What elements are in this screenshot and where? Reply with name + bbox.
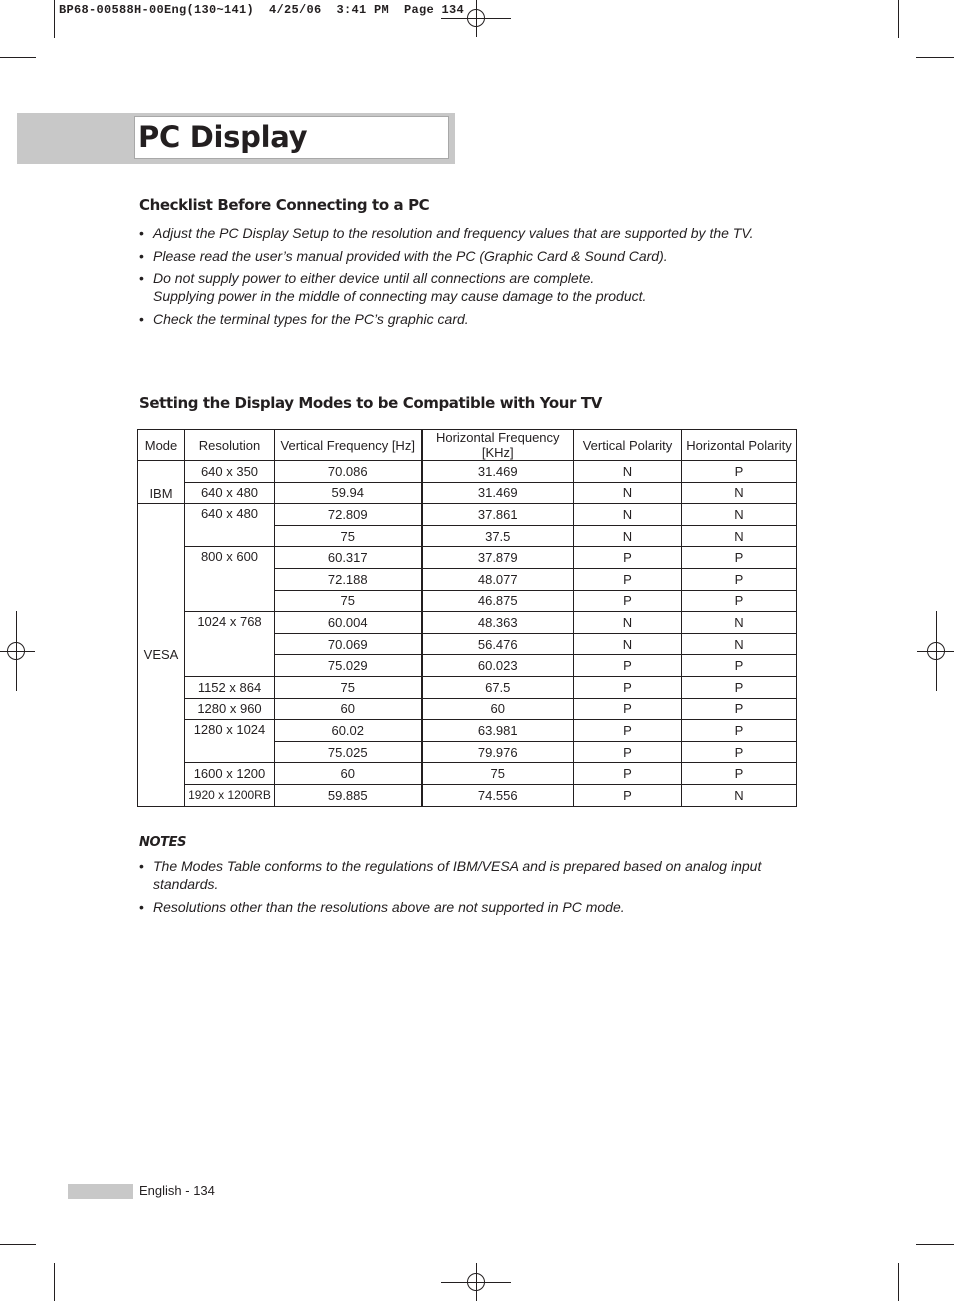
notes-list: [139, 857, 799, 921]
table-header-row: [138, 430, 797, 461]
mode-cell: VESA: [138, 504, 185, 806]
hpol-cell: P: [682, 763, 797, 785]
checklist-item: [139, 310, 754, 328]
checklist-item-text: Supplying power in the middle of connecting may cause damage to the product.: [153, 288, 647, 304]
column-header: Mode: [138, 430, 185, 461]
vpol-cell: N: [574, 504, 682, 526]
table-row: [138, 763, 797, 785]
checklist-item: [139, 224, 754, 242]
vfreq-cell: 59.94: [275, 482, 422, 504]
hpol-cell: N: [682, 504, 797, 526]
vpol-cell: N: [574, 461, 682, 483]
vfreq-cell: 70.086: [275, 461, 422, 483]
notes-title: NOTES: [139, 835, 187, 850]
table-row: [138, 461, 797, 483]
hfreq-cell: 74.556: [422, 784, 574, 806]
footer-bar: [68, 1184, 133, 1199]
title-banner: [17, 113, 455, 164]
hfreq-cell: 31.469: [422, 461, 574, 483]
vfreq-cell: 60: [275, 698, 422, 720]
hpol-cell: P: [682, 676, 797, 698]
crop-mark: [898, 1263, 899, 1301]
vpol-cell: P: [574, 741, 682, 763]
column-header: Horizontal Polarity: [682, 430, 797, 461]
crop-mark: [916, 57, 954, 58]
title-box: [134, 116, 449, 159]
hfreq-cell: 63.981: [422, 720, 574, 742]
modes-heading: Setting the Display Modes to be Compatible with Your TV: [139, 394, 602, 412]
resolution-cell: 1280 x 960: [185, 698, 275, 720]
column-header: Vertical Polarity: [574, 430, 682, 461]
resolution-cell: 1280 x 1024: [185, 720, 275, 763]
resolution-cell: 1920 x 1200RB: [185, 784, 275, 806]
hfreq-cell: 48.363: [422, 612, 574, 634]
resolution-cell: 640 x 480: [185, 482, 275, 504]
vfreq-cell: 60.004: [275, 612, 422, 634]
vpol-cell: P: [574, 763, 682, 785]
vfreq-cell: 72.188: [275, 568, 422, 590]
crop-mark: [0, 1244, 36, 1245]
vpol-cell: P: [574, 676, 682, 698]
column-header: Vertical Frequency [Hz]: [275, 430, 422, 461]
resolution-cell: 1024 x 768: [185, 612, 275, 677]
vpol-cell: P: [574, 720, 682, 742]
resolution-cell: 800 x 600: [185, 547, 275, 612]
registration-mark-top: [461, 3, 491, 33]
hpol-cell: N: [682, 525, 797, 547]
display-modes-table: [137, 429, 797, 807]
vfreq-cell: 59.885: [275, 784, 422, 806]
table-row: [138, 482, 797, 504]
vfreq-cell: 60.317: [275, 547, 422, 569]
vpol-cell: P: [574, 590, 682, 612]
vfreq-cell: 75: [275, 676, 422, 698]
checklist-item-text: • Please read the user’s manual provided with the PC (Graphic Card & Sound Card).: [153, 247, 668, 264]
table-row: [138, 676, 797, 698]
hfreq-cell: 67.5: [422, 676, 574, 698]
checklist-item-text: • Check the terminal types for the PC’s graphic card.: [153, 310, 469, 327]
vpol-cell: N: [574, 482, 682, 504]
vfreq-cell: 75.029: [275, 655, 422, 677]
vfreq-cell: 75: [275, 590, 422, 612]
vfreq-cell: 75.025: [275, 741, 422, 763]
hfreq-cell: 37.5: [422, 525, 574, 547]
crop-mark: [54, 1263, 55, 1301]
checklist-item: [139, 247, 754, 265]
vpol-cell: N: [574, 525, 682, 547]
hpol-cell: P: [682, 720, 797, 742]
hfreq-cell: 75: [422, 763, 574, 785]
hpol-cell: P: [682, 590, 797, 612]
vfreq-cell: 60.02: [275, 720, 422, 742]
table-row: [138, 720, 797, 742]
vpol-cell: P: [574, 655, 682, 677]
note-item: • Resolutions other than the resolutions above are not supported in PC mode.: [139, 898, 799, 916]
vpol-cell: P: [574, 698, 682, 720]
hpol-cell: N: [682, 633, 797, 655]
checklist-item-text: • Adjust the PC Display Setup to the resolution and frequency values that are supported by the TV.: [153, 225, 754, 241]
vpol-cell: P: [574, 547, 682, 569]
checklist-item-text: • Do not supply power to either device until all connections are complete.: [153, 270, 595, 286]
registration-mark-left: [1, 636, 31, 666]
table-row: [138, 698, 797, 720]
hpol-cell: P: [682, 741, 797, 763]
print-slug: BP68-00588H-00Eng(130~141) 4/25/06 3:41 PM Page 134: [59, 3, 465, 17]
vfreq-cell: 70.069: [275, 633, 422, 655]
hpol-cell: P: [682, 547, 797, 569]
hfreq-cell: 46.875: [422, 590, 574, 612]
crop-mark: [0, 57, 36, 58]
hpol-cell: P: [682, 568, 797, 590]
resolution-cell: 640 x 350: [185, 461, 275, 483]
hfreq-cell: 37.879: [422, 547, 574, 569]
registration-mark-right: [921, 636, 951, 666]
resolution-cell: 640 x 480: [185, 504, 275, 547]
hfreq-cell: 48.077: [422, 568, 574, 590]
registration-mark-bottom: [461, 1267, 491, 1297]
vfreq-cell: 72.809: [275, 504, 422, 526]
hpol-cell: P: [682, 698, 797, 720]
hpol-cell: P: [682, 461, 797, 483]
table-row: [138, 547, 797, 569]
crop-mark: [898, 0, 899, 38]
table-row: [138, 504, 797, 526]
resolution-cell: 1152 x 864: [185, 676, 275, 698]
crop-mark: [916, 1244, 954, 1245]
table-row: [138, 612, 797, 634]
hfreq-cell: 60: [422, 698, 574, 720]
vfreq-cell: 75: [275, 525, 422, 547]
crop-mark: [54, 0, 55, 38]
page-title: PC Display: [138, 120, 308, 154]
hfreq-cell: 60.023: [422, 655, 574, 677]
checklist-item: [139, 269, 754, 305]
checklist-list: [139, 224, 754, 332]
vpol-cell: P: [574, 784, 682, 806]
hpol-cell: N: [682, 482, 797, 504]
vpol-cell: N: [574, 633, 682, 655]
vpol-cell: N: [574, 612, 682, 634]
hpol-cell: N: [682, 612, 797, 634]
table-row: [138, 784, 797, 806]
column-header: Horizontal Frequency [KHz]: [422, 430, 574, 461]
hfreq-cell: 37.861: [422, 504, 574, 526]
note-item: • The Modes Table conforms to the regulations of IBM/VESA and is prepared based on analog input standards.: [139, 857, 799, 893]
hfreq-cell: 79.976: [422, 741, 574, 763]
mode-cell: IBM: [138, 461, 185, 504]
column-header: Resolution: [185, 430, 275, 461]
vpol-cell: P: [574, 568, 682, 590]
hfreq-cell: 56.476: [422, 633, 574, 655]
checklist-heading: Checklist Before Connecting to a PC: [139, 196, 430, 214]
hpol-cell: N: [682, 784, 797, 806]
vfreq-cell: 60: [275, 763, 422, 785]
page-number: English - 134: [139, 1183, 215, 1198]
hpol-cell: P: [682, 655, 797, 677]
hfreq-cell: 31.469: [422, 482, 574, 504]
resolution-cell: 1600 x 1200: [185, 763, 275, 785]
